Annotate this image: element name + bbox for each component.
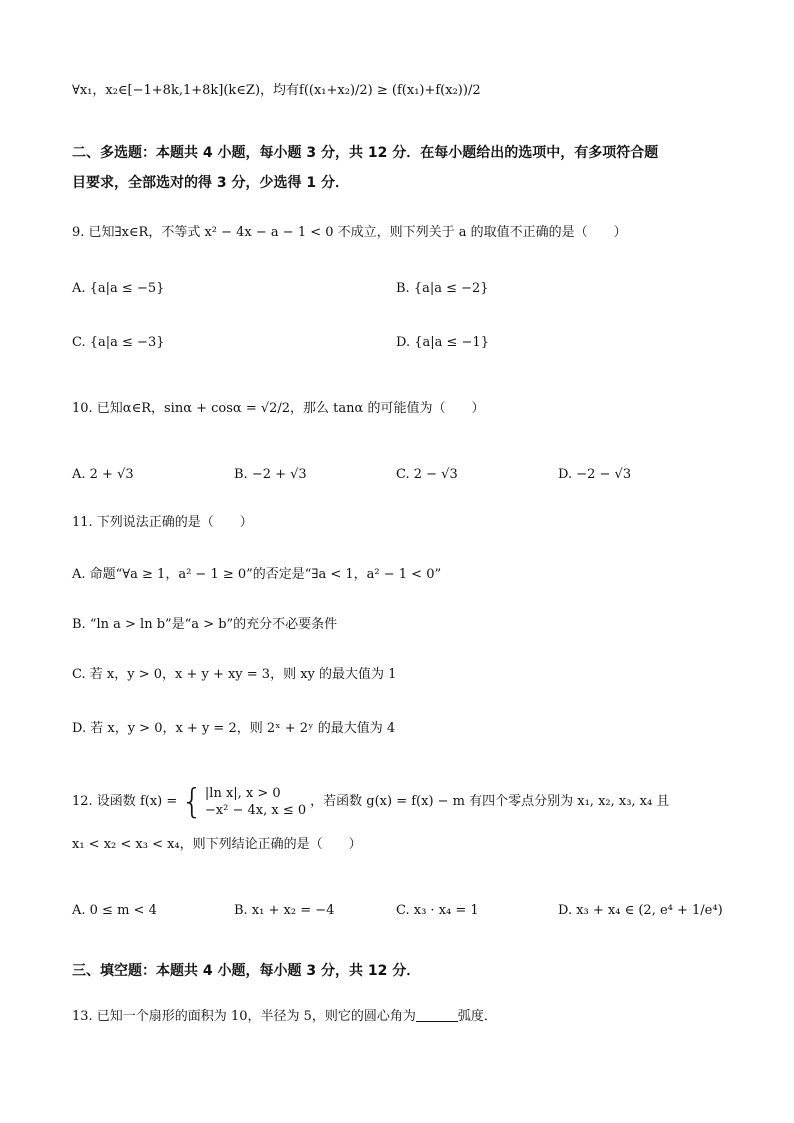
q11-option-d: D. 若 x，y > 0，x + y = 2，则 2ˣ + 2ʸ 的最大值为 4: [72, 721, 396, 736]
section2-heading-line2: 目要求，全部选对的得 3 分，少选得 1 分．: [72, 175, 349, 191]
q10-option-b: B. −2 + √3: [234, 467, 307, 482]
q11-option-a: A. 命题“∀a ≥ 1，a² − 1 ≥ 0”的否定是“∃a < 1，a² − 1 < 0”: [72, 567, 442, 582]
q10-option-a: A. 2 + √3: [72, 467, 134, 482]
q12-case1: |ln x|, x > 0: [204, 786, 281, 801]
q8-option-d-text: ∀x₁，x₂∈[−1+8k,1+8k](k∈Z)，均有f((x₁+x₂)/2) ≥ (f(x₁)+f(x₂))/2: [72, 83, 481, 98]
q10-stem: 10. 已知α∈R，sinα + cosα = √2/2，那么 tanα 的可能值为（ ）: [72, 401, 485, 416]
q12-piecewise-brace: {: [181, 782, 203, 822]
q12-stem: [72, 782, 670, 822]
q12-stem-pre: 12. 设函数 f(x) =: [72, 794, 178, 809]
section2-heading-line1: 二、多选题：本题共 4 小题，每小题 3 分，共 12 分．在每小题给出的选项中，有多项符合题: [72, 145, 659, 161]
q9-stem: 9. 已知∃x∈R，不等式 x² − 4x − a − 1 < 0 不成立，则下列关于 a 的取值不正确的是（ ）: [72, 225, 627, 240]
q12-option-c: C. x₃ · x₄ = 1: [396, 903, 479, 918]
q9-option-c: C. {a|a ≤ −3}: [72, 335, 165, 350]
q9-option-d: D. {a|a ≤ −1}: [396, 335, 489, 350]
q8-option-d: [72, 82, 481, 100]
q11-option-b: B. “ln a > ln b”是“a > b”的充分不必要条件: [72, 617, 338, 632]
q11-option-c: C. 若 x，y > 0，x + y + xy = 3，则 xy 的最大值为 1: [72, 667, 397, 682]
q12-option-d: D. x₃ + x₄ ∈ (2, e⁴ + 1/e⁴): [558, 903, 723, 918]
q12-option-b: B. x₁ + x₂ = −4: [234, 903, 335, 918]
q10-option-c: C. 2 − √3: [396, 467, 458, 482]
q13-stem-post: 弧度．: [457, 1009, 497, 1024]
q13-answer-blank[interactable]: [416, 1009, 458, 1022]
q12-piecewise: [205, 785, 306, 819]
q12-stem-post: ，若函数 g(x) = f(x) − m 有四个零点分别为 x₁, x₂, x₃, x₄ 且: [310, 794, 670, 809]
q12-option-a: A. 0 ≤ m < 4: [72, 903, 157, 918]
q13-stem: [72, 1008, 497, 1026]
q9-option-b: B. {a|a ≤ −2}: [396, 281, 489, 296]
q12-case2: −x² − 4x, x ≤ 0: [204, 803, 307, 818]
q12-stem-line2: x₁ < x₂ < x₃ < x₄，则下列结论正确的是（ ）: [72, 837, 362, 852]
section3-heading: 三、填空题：本题共 4 小题，每小题 3 分，共 12 分．: [72, 963, 421, 979]
q11-stem: 11. 下列说法正确的是（ ）: [72, 515, 253, 530]
q10-option-d: D. −2 − √3: [558, 467, 632, 482]
q13-stem-pre: 13. 已知一个扇形的面积为 10，半径为 5，则它的圆心角为: [72, 1009, 416, 1024]
q9-option-a: A. {a|a ≤ −5}: [72, 281, 165, 296]
